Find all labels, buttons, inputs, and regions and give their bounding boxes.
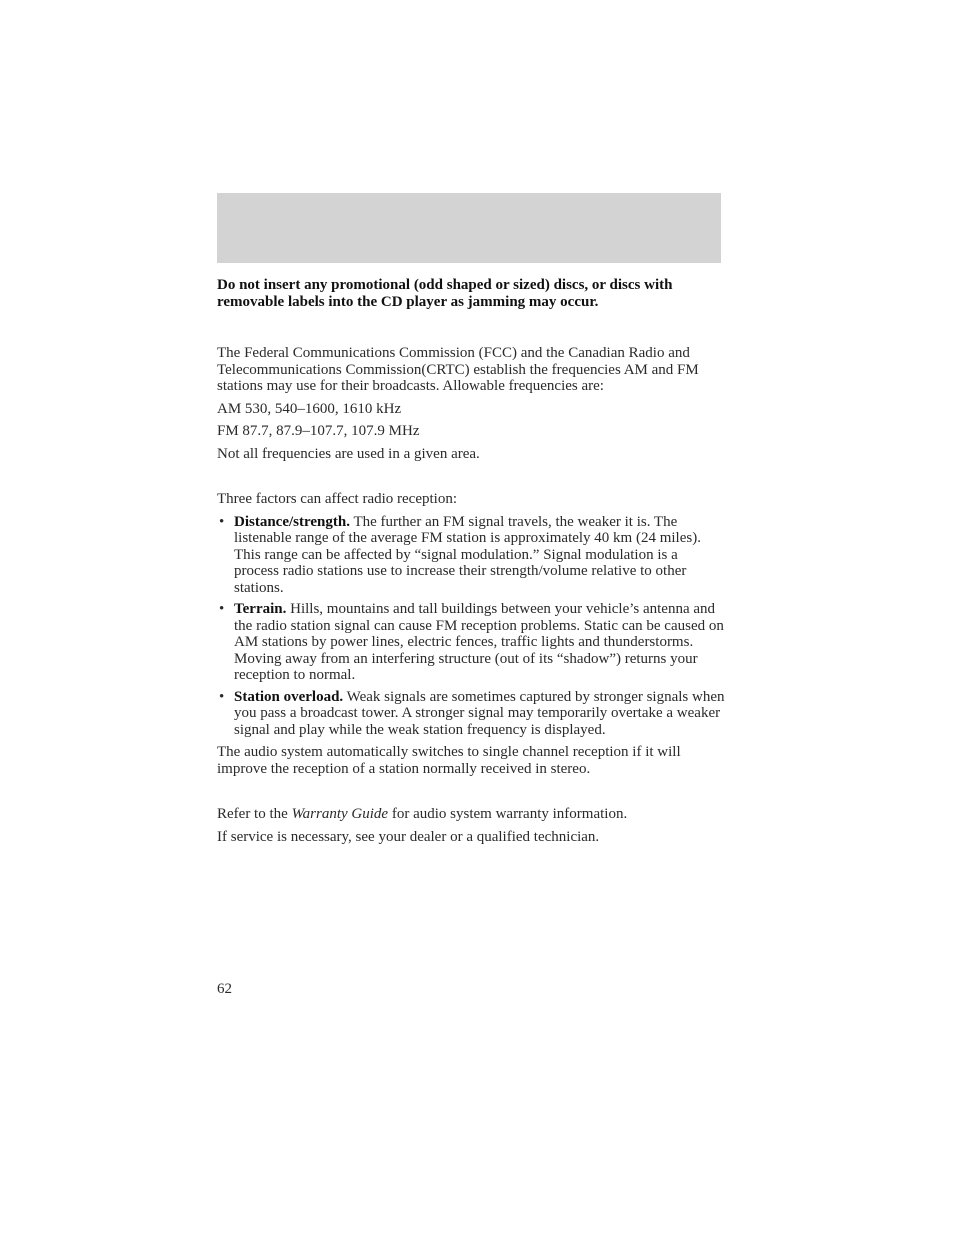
cd-warning: Do not insert any promotional (odd shaped or sized) discs, or discs with removable labels into the CD player as jamming may occur.	[217, 277, 673, 310]
reception-outro: The audio system automatically switches to single channel reception if it will improve the reception of a station normally received in stereo.	[217, 744, 681, 777]
factor-term: Distance/strength.	[234, 513, 350, 530]
list-item	[217, 601, 725, 684]
factor-text: The further an FM signal travels, the weaker it is. The listenable range of the average FM station is approximately 40 km (24 miles). This range can be affected by “signal modulation.” Signal modulation is a process radio stations use to increase their strength/volume relative to other stations.	[234, 513, 701, 596]
factor-text: Hills, mountains and tall buildings between your vehicle’s antenna and the radio station signal can cause FM reception problems. Static can be caused on AM stations by power lines, electric fences, traffic lights and thunderstorms. Moving away from an interfering structure (out of its “shadow”) returns your reception to normal.	[234, 601, 724, 683]
bullet-icon: •	[219, 513, 225, 530]
factor-term: Terrain.	[234, 601, 287, 617]
fm-frequencies: FM 87.7, 87.9–107.7, 107.9 MHz	[217, 423, 420, 439]
frequencies-intro: The Federal Communications Commission (FCC) and the Canadian Radio and Telecommunications Commission(CRTC) establish the frequencies AM and FM stations may use for their broadcasts. Allowable frequencies are:	[217, 345, 699, 394]
reception-factor-list	[217, 514, 725, 739]
bullet-icon: •	[219, 601, 225, 617]
warranty-suffix: for audio system warranty information.	[388, 806, 628, 822]
page-content	[217, 277, 725, 851]
factor-text: Weak signals are sometimes captured by stronger signals when you pass a broadcast tower. A stronger signal may temporarily overtake a weaker signal and play while the weak station frequency is displayed.	[234, 688, 725, 738]
am-frequencies: AM 530, 540–1600, 1610 kHz	[217, 400, 402, 417]
bullet-icon: •	[219, 688, 225, 705]
reception-intro: Three factors can affect radio reception:	[217, 491, 457, 507]
warranty-guide-title: Warranty Guide	[291, 806, 389, 822]
list-item	[217, 689, 725, 739]
warranty-prefix: Refer to the	[217, 806, 292, 822]
warranty-reference	[217, 806, 725, 823]
service-note: If service is necessary, see your dealer or a qualified technician.	[217, 828, 600, 845]
factor-term: Station overload.	[234, 688, 344, 705]
list-item	[217, 514, 725, 597]
frequencies-note: Not all frequencies are used in a given area.	[217, 445, 480, 462]
page-number: 62	[217, 981, 232, 997]
section-header-band	[217, 193, 721, 263]
